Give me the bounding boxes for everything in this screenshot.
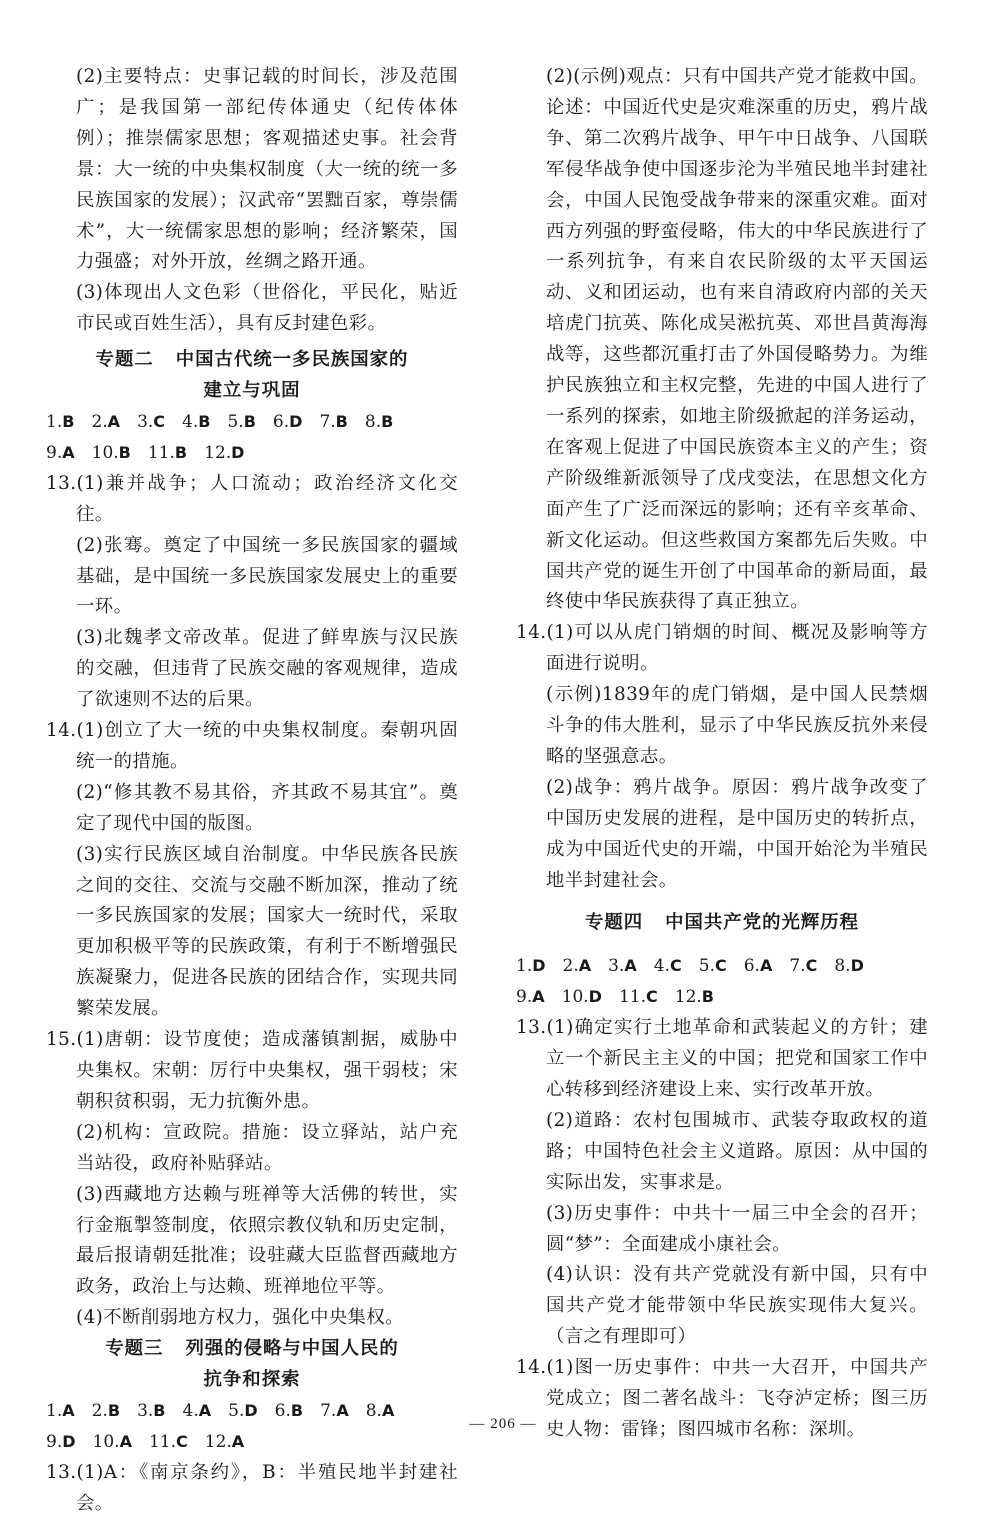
answer-item (654, 951, 682, 982)
answer-letter: A (119, 1431, 132, 1451)
section-number: 专题四 (584, 912, 644, 934)
question-number: 3. (137, 1400, 154, 1421)
question-number: 2. (91, 1400, 108, 1421)
question-number: 6. (274, 1400, 291, 1421)
answer-letter: B (335, 411, 348, 431)
question-14-part2: (2)战争：鸦片战争。原因：鸦片战争改变了中国历史发展的进程，是中国历史的转折点，成为中国近代史的开端，中国开始沦为半殖民地半封建社会。 (546, 776, 928, 891)
question-number: 6. (743, 956, 760, 977)
question-number: 5. (698, 956, 715, 977)
answer-letter: A (336, 1400, 349, 1420)
question-number: 7. (320, 1400, 337, 1421)
answer-letter: A (624, 956, 637, 976)
question-14-part2: (2)“修其教不易其俗，齐其政不易其宜”。奠定了现代中国的版图。 (76, 781, 458, 834)
answer-letter: C (714, 956, 727, 976)
answer-letter: A (107, 411, 121, 431)
question-number: 3. (608, 956, 625, 977)
question-14-part1: 14.(1)图一历史事件：中共一大召开，中国共产党成立；图二著名战斗：飞夺泸定桥；图三历史人物：雷锋；图四城市名称：深圳。 (516, 1357, 928, 1440)
question-15-part1: 15.(1)唐朝：设节度使；造成藩镇割据，威胁中央集权。宋朝：厉行中央集权，强干弱枝；宋朝积贫积弱，无力抗衡外患。 (46, 1029, 458, 1112)
question-number: 8. (365, 1400, 382, 1421)
question-13-part3: (3)历史事件：中共十一届三中全会的召开；圆“梦”：全面建成小康社会。 (546, 1202, 928, 1255)
question-14-part1: 14.(1)创立了大一统的中央集权制度。秦朝巩固统一的措施。 (46, 720, 458, 772)
question-15-part2: (2)机构：宣政院。措施：设立驿站，站户充当站役，政府补贴驿站。 (76, 1121, 458, 1174)
answer-item (699, 951, 727, 982)
answer-letter: D (231, 442, 245, 462)
question-number: 12. (204, 442, 232, 463)
question-number: 11. (147, 442, 175, 463)
answer-letter: C (176, 1431, 188, 1451)
question-number: 4. (653, 956, 670, 977)
question-number: 12. (204, 1431, 232, 1452)
question-number: 2. (562, 956, 579, 977)
answer-letter: B (381, 411, 394, 431)
page-number: — 206 — (469, 1416, 537, 1432)
answer-letter: D (289, 411, 303, 431)
answer-item (182, 407, 210, 438)
question-13-part4: (4)认识：没有共产党就没有新中国，只有中国共产党才能带领中华民族实现伟大复兴。（言之有理即可） (546, 1264, 928, 1348)
answer-item (227, 407, 255, 438)
question-13-part2: (2)张骞。奠定了中国统一多民族国家的疆域基础，是中国统一多民族国家发展史上的重要一环。 (76, 534, 458, 618)
answer-letter: B (118, 442, 131, 462)
question-13-part2: (2)(示例)观点：只有中国共产党才能救中国。论述：中国近代史是灾难深重的历史，鸦片战争、第二次鸦片战争、甲午中日战争、八国联军侵华战争使中国逐步沦为半殖民地半封建社会，中国人民饱受战争带来的深重灾难。面对西方列强的野蛮侵略，伟大的中华民族进行了一系列抗争，有来自农民阶级的太平天国运动、义和团运动，也有来自清政府内部的关天培虎门抗英、陈化成吴淞抗英、邓世昌黄海海战等，这些都沉重打击了外国侵略势力。为维护民族独立和主权完整，先进的中国人进行了一系列的探索，如地主阶级掀起的洋务运动，在客观上促进了中国民族资本主义的产生；资产阶级维新派领导了戊戌变法，在思想文化方面产生了广泛而深远的影响；还有辛亥革命、新文化运动。但这些救国方案都先后失败。中国共产党的诞生开创了中国革命的新局面，最终使中华民族获得了真正独立。 (546, 66, 928, 613)
question-14-part1: 14.(1)可以从虎门销烟的时间、概况及影响等方面进行说明。 (516, 622, 928, 675)
choice-answers (516, 982, 928, 1013)
question-13-part2: (2)道路：农村包围城市、武装夺取政权的道路；中国特色社会主义道路。原因：从中国的实际出发，实事求是。 (546, 1109, 928, 1193)
choice-answers (46, 407, 458, 438)
question-number: 9. (46, 442, 63, 463)
answer-item (91, 407, 120, 438)
answer-item (562, 982, 602, 1013)
answer-letter: A (759, 956, 773, 976)
question-number: 9. (516, 987, 533, 1008)
answer-letter: A (532, 987, 545, 1007)
answer-letter: B (290, 1400, 304, 1420)
answer-letter: A (62, 1400, 75, 1420)
answer-item (608, 951, 637, 982)
answer-letter: D (244, 1400, 258, 1420)
question-13-part1: 13.(1)兼并战争；人口流动；政治经济文化交往。 (46, 472, 458, 525)
answer-letter: A (578, 956, 592, 976)
answer-letter: B (243, 411, 256, 431)
question-number: 10. (91, 442, 119, 463)
answer-letter: A (231, 1431, 245, 1451)
choice-answers (46, 438, 458, 469)
section-heading-2-line2: 建立与巩固 (203, 380, 301, 402)
question-number: 11. (148, 1431, 176, 1452)
answer-letter: C (646, 987, 658, 1007)
answer-item (516, 982, 545, 1013)
question-14-part3: (3)实行民族区域自治制度。中华民族各民族之间的交往、交流与交融不断加深，推动了统一多民族国家的发展；国家大一统时代，采取更加积极平等的民族政策，有利于不断增强民族凝聚力，促进各民族的团结合作，实现共同繁荣发展。 (76, 843, 458, 1020)
question-13-part1: 13.(1)A：《南京条约》，B：半殖民地半封建社会。 (46, 1461, 458, 1514)
right-column (516, 62, 928, 1446)
question-number: 10. (92, 1431, 120, 1452)
answer-letter: B (701, 987, 714, 1007)
question-13-part1: 13.(1)确定实行土地革命和武装起义的方针；建立一个新民主主义的中国；把党和国家工作中心转移到经济建设上来、实行改革开放。 (516, 1017, 928, 1100)
answer-item (619, 982, 658, 1013)
answer-letter: D (62, 1431, 76, 1451)
answer-item (137, 407, 165, 438)
question-number: 11. (618, 987, 646, 1008)
section-number: 专题三 (105, 1338, 164, 1360)
question-number: 4. (182, 1400, 199, 1421)
question-14-example: (示例)1839年的虎门销烟，是中国人民禁烟斗争的伟大胜利，显示了中华民族反抗外来侵略的坚强意志。 (546, 684, 928, 767)
answer-letter: C (153, 411, 166, 431)
answer-letter: B (107, 1400, 121, 1420)
answer-letter: B (174, 442, 188, 462)
topic1-q-part3: (3)体现出人文色彩（世俗化，平民化，贴近市民或百姓生活），具有反封建色彩。 (76, 282, 458, 335)
question-number: 7. (789, 956, 806, 977)
answer-letter: A (198, 1400, 212, 1420)
topic1-q-part2: (2)主要特点：史事记载的时间长，涉及范围广；是我国第一部纪传体通史（纪传体体例）；推崇儒家思想；客观描述史事。社会背景：大一统的中央集权制度（大一统的统一多民族国家的发展）；汉武帝“罢黜百家，尊崇儒术”，大一统儒家思想的影响；经济繁荣，国力强盛；对外开放，丝绸之路开通。 (76, 66, 458, 273)
answer-letter: A (381, 1400, 395, 1420)
question-number: 6. (272, 411, 290, 432)
section-heading-3-line2: 抗争和探索 (203, 1369, 301, 1391)
answer-item (319, 407, 347, 438)
answer-item (516, 951, 546, 982)
section-title: 中国共产党的光辉历程 (665, 912, 860, 934)
question-number: 12. (674, 987, 702, 1008)
answer-item (744, 951, 773, 982)
question-15-part3: (3)西藏地方达赖与班禅等大活佛的转世，实行金瓶掣签制度，依照宗教仪轨和历史定制，最后报请朝廷批准；设驻藏大臣监督西藏地方政务，政治上与达赖、班禅地位平等。 (76, 1183, 458, 1298)
answer-letter: D (532, 956, 546, 976)
question-number: 1. (46, 411, 63, 432)
answer-letter: C (805, 956, 818, 976)
answer-item (563, 951, 592, 982)
answer-item (834, 951, 864, 982)
section-title: 列强的侵略与中国人民的 (185, 1338, 399, 1360)
question-number: 8. (364, 411, 382, 432)
answer-letter: B (62, 411, 75, 431)
choice-answers (516, 951, 928, 982)
answer-letter: B (153, 1400, 166, 1420)
answer-item (204, 438, 244, 469)
answer-item (92, 438, 131, 469)
question-13-part3: (3)北魏孝文帝改革。促进了鲜卑族与汉民族的交融，但违背了民族交融的客观规律，造成了欲速则不达的后果。 (76, 627, 458, 711)
answer-item (789, 951, 817, 982)
left-column (46, 62, 458, 1520)
answer-item (675, 982, 714, 1013)
answer-item (273, 407, 303, 438)
question-number: 7. (319, 411, 336, 432)
section-number: 专题二 (95, 349, 154, 371)
answer-letter: C (670, 956, 682, 976)
question-number: 1. (516, 956, 533, 977)
section-title: 中国古代统一多民族国家的 (175, 349, 409, 371)
answer-letter: B (198, 411, 211, 431)
question-15-part4: (4)不断削弱地方权力，强化中央集权。 (76, 1307, 404, 1329)
section-heading-3 (46, 1334, 458, 1365)
question-number: 2. (91, 411, 108, 432)
question-number: 5. (227, 411, 244, 432)
answer-item (365, 407, 393, 438)
question-number: 10. (561, 987, 589, 1008)
question-number: 5. (228, 1400, 245, 1421)
answer-letter: D (588, 987, 602, 1007)
answer-item (46, 438, 75, 469)
question-number: 9. (46, 1431, 63, 1452)
answer-letter: A (62, 442, 75, 462)
answer-item (46, 407, 74, 438)
question-number: 3. (137, 411, 154, 432)
answer-letter: D (850, 956, 864, 976)
question-number: 8. (834, 956, 851, 977)
question-number: 4. (182, 411, 199, 432)
question-number: 1. (46, 1400, 63, 1421)
answer-item (148, 438, 187, 469)
section-heading-4 (516, 908, 928, 939)
section-heading-2 (46, 345, 458, 376)
